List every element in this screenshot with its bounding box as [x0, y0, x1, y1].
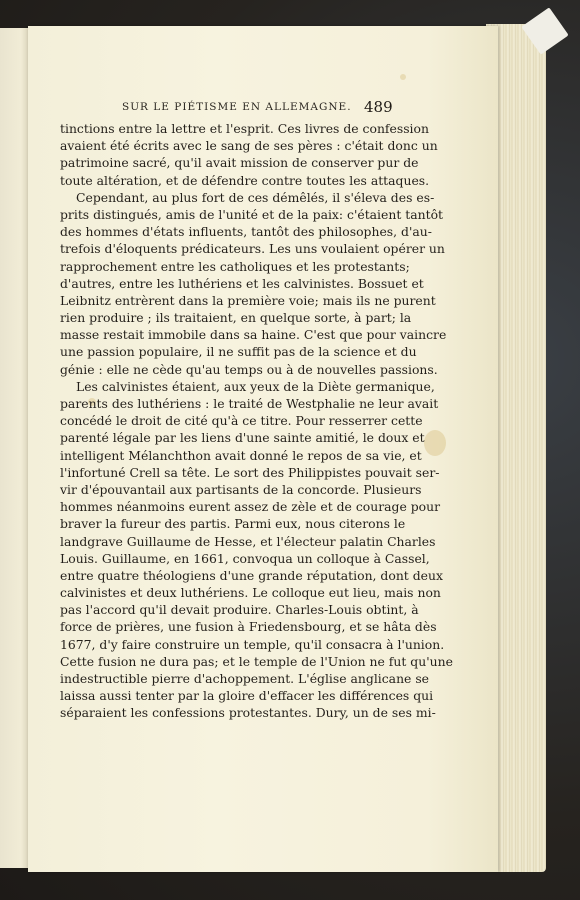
text-line: patrimoine sacré, qu'il avait mission de conserver pur de [60, 155, 419, 171]
text-line: des hommes d'états influents, tantôt des philosophes, d'au- [60, 224, 432, 240]
text-line: braver la fureur des partis. Parmi eux, nous citerons le [60, 516, 406, 532]
text-line: trefois d'éloquents prédicateurs. Les uns voulaient opérer un [60, 241, 445, 257]
text-line: tinctions entre la lettre et l'esprit. Ces livres de confession [60, 121, 429, 136]
text-line: prits distingués, amis de l'unité et de la paix: c'étaient tantôt [60, 206, 444, 222]
text-line: entre quatre théologiens d'une grande réputation, dont deux [60, 567, 443, 583]
text-line: Les calvinistes étaient, aux yeux de la Diète germanique, [76, 378, 435, 394]
text-line: rien produire ; ils traitaient, en quelque sorte, à part; la [60, 310, 412, 326]
text-line: Louis. Guillaume, en 1661, convoqua un colloque à Cassel, [60, 550, 430, 566]
text-line: d'autres, entre les luthériens et les calvinistes. Bossuet et [60, 275, 424, 291]
text-line: parenté légale par les liens d'une sainte amitié, le doux et [60, 430, 425, 446]
text-line: génie : elle ne cède qu'au temps ou à de nouvelles passions. [60, 361, 438, 377]
text-line: indestructible pierre d'achoppement. L'église anglicane se [60, 671, 430, 686]
text-line: séparaient les confessions protestantes. Dury, un de ses mi- [60, 705, 436, 721]
text-line: laissa aussi tenter par la gloire d'effacer les différences qui [60, 688, 434, 704]
text-line: intelligent Mélanchthon avait donné le repos de sa vie, et [60, 447, 422, 463]
text-line: une passion populaire, il ne suffit pas de la science et du [60, 344, 417, 360]
body-text [60, 120, 453, 722]
text-line: avaient été écrits avec le sang de ses pères : c'était donc un [60, 138, 438, 154]
text-line: parents des luthériens : le traité de Westphalie ne leur avait [60, 396, 439, 411]
text-line: toute altération, et de défendre contre toutes les attaques. [60, 172, 430, 188]
text-line: Cependant, au plus fort de ces démêlés, il s'éleva des es- [76, 189, 435, 205]
text-line: concédé le droit de cité qu'à ce titre. Pour resserrer cette [60, 413, 423, 429]
text-line: hommes néanmoins eurent assez de zèle et de courage pour [60, 499, 441, 515]
foxing-spot [424, 430, 446, 456]
text-line: 1677, d'y faire construire un temple, qu'il consacra à l'union. [60, 636, 445, 652]
running-head [92, 98, 392, 118]
text-line: force de prières, une fusion à Friedensbourg, et se hâta dès [60, 619, 437, 635]
text-line: l'infortuné Crell sa tête. Le sort des Philippistes pouvait ser- [60, 464, 440, 480]
text-line: Leibnitz entrèrent dans la première voie; mais ils ne purent [60, 292, 436, 308]
text-line: vir d'épouvantail aux partisants de la concorde. Plusieurs [60, 481, 422, 497]
text-line: Cette fusion ne dura pas; et le temple de l'Union ne fut qu'une [60, 653, 453, 669]
text-line: masse restait immobile dans sa haine. C'est que pour vaincre [60, 327, 447, 343]
page-number: 489 [364, 98, 393, 116]
text-line: rapprochement entre les catholiques et les protestants; [60, 258, 410, 274]
text-line: pas l'accord qu'il devait produire. Charles-Louis obtint, à [60, 602, 419, 618]
text-line: landgrave Guillaume de Hesse, et l'électeur palatin Charles [60, 533, 436, 549]
text-line: calvinistes et deux luthériens. Le colloque eut lieu, mais non [60, 585, 441, 601]
running-title: SUR LE PIÉTISME EN ALLEMAGNE. [122, 101, 352, 113]
foxing-spot [400, 74, 406, 80]
facing-page-edge [0, 28, 31, 868]
